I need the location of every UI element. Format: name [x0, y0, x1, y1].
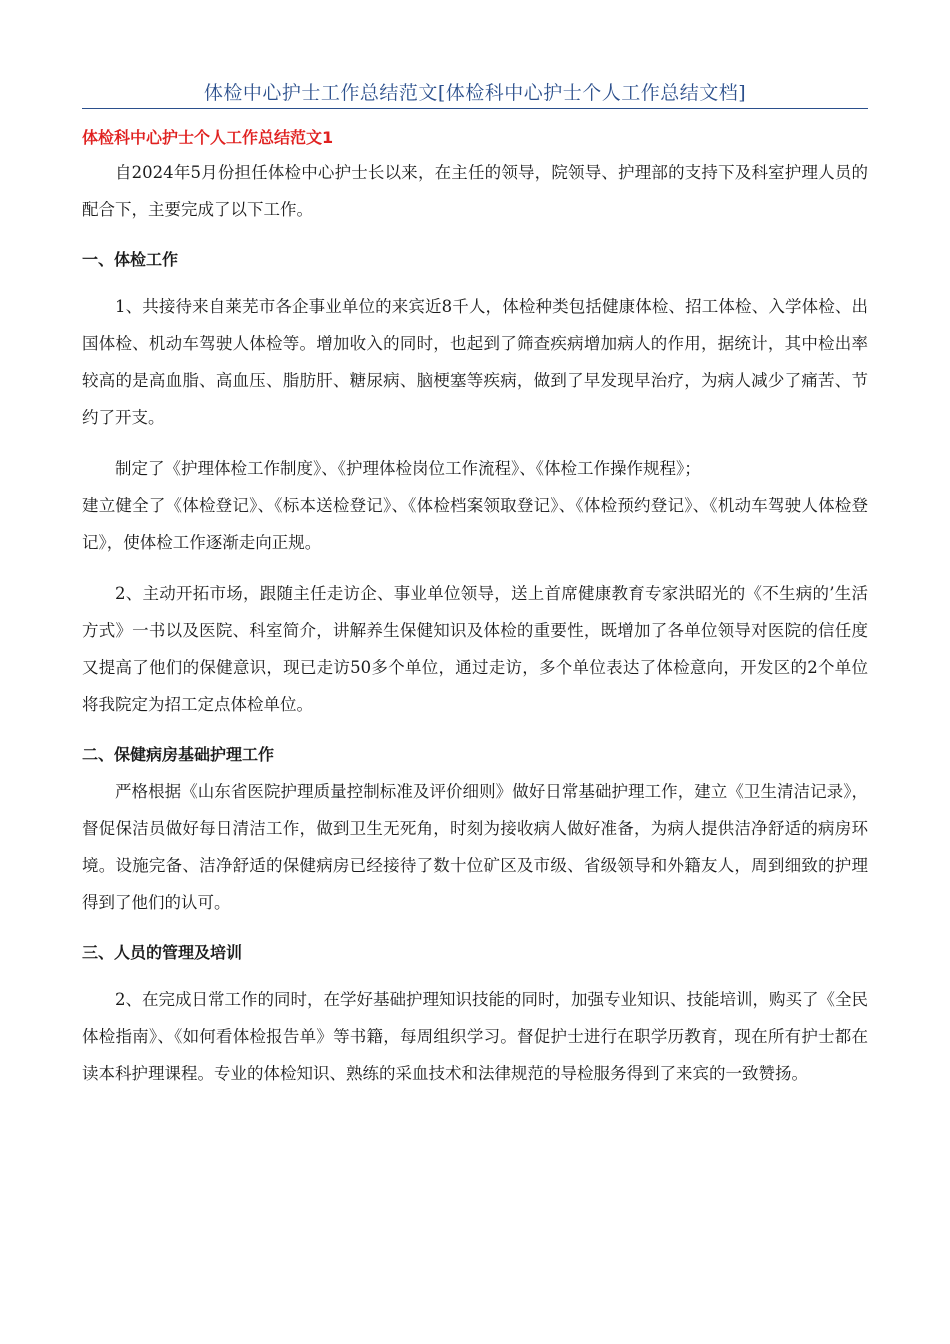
section1-paragraph-2a: 制定了《护理体检工作制度》、《护理体检岗位工作流程》、《体检工作操作规程》；	[115, 459, 701, 478]
section3-paragraph-1: 2、在完成日常工作的同时，在学好基础护理知识技能的同时，加强专业知识、技能培训，购买了《全民体检指南》、《如何看体检报告单》等书籍，每周组织学习。督促护士进行在职学历教育，现在所有护士都在读本科护理课程。专业的体检知识、熟练的采血技术和法律规范的导检服务得到了来宾的一致赞扬。	[82, 990, 868, 1083]
header-title: 体检中心护士工作总结范文[体检科中心护士个人工作总结文档]	[203, 82, 747, 104]
section-heading-1: 一、体检工作	[82, 250, 179, 269]
section-heading-3: 三、人员的管理及培训	[82, 943, 243, 962]
section1-paragraph-1: 1、共接待来自莱芜市各企事业单位的来宾近8千人，体检种类包括健康体检、招工体检、入学体检、出国体检、机动车驾驶人体检等。增加收入的同时，也起到了筛查疾病增加病人的作用，据统计，其中检出率较高的是高血脂、高血压、脂肪肝、糖尿病、脑梗塞等疾病，做到了早发现早治疗，为病人减少了痛苦、节约了开支。	[82, 297, 868, 427]
section2-paragraph-1: 严格根据《山东省医院护理质量控制标准及评价细则》做好日常基础护理工作，建立《卫生清洁记录》，督促保洁员做好每日清洁工作，做到卫生无死角，时刻为接收病人做好准备，为病人提供洁净舒适的病房环境。设施完备、洁净舒适的保健病房已经接待了数十位矿区及市级、省级领导和外籍友人，周到细致的护理得到了他们的认可。	[82, 782, 868, 912]
document-body	[82, 126, 868, 1092]
article-title: 体检科中心护士个人工作总结范文1	[82, 128, 334, 147]
section1-paragraph-2b: 建立健全了《体检登记》、《标本送检登记》、《体检档案领取登记》、《体检预约登记》、《机动车驾驶人体检登记》，使体检工作逐渐走向正规。	[82, 496, 868, 552]
section-heading-2: 二、保健病房基础护理工作	[82, 745, 275, 764]
intro-paragraph: 自2024年5月份担任体检中心护士长以来，在主任的领导，院领导、护理部的支持下及科室护理人员的配合下，主要完成了以下工作。	[82, 163, 868, 219]
header-divider	[82, 108, 868, 109]
section1-paragraph-3: 2、主动开拓市场，跟随主任走访企、事业单位领导，送上首席健康教育专家洪昭光的《不生病的’生活方式》一书以及医院、科室简介，讲解养生保健知识及体检的重要性，既增加了各单位领导对医院的信任度又提高了他们的保健意识，现已走访50多个单位，通过走访，多个单位表达了体检意向，开发区的2个单位将我院定为招工定点体检单位。	[82, 584, 868, 714]
